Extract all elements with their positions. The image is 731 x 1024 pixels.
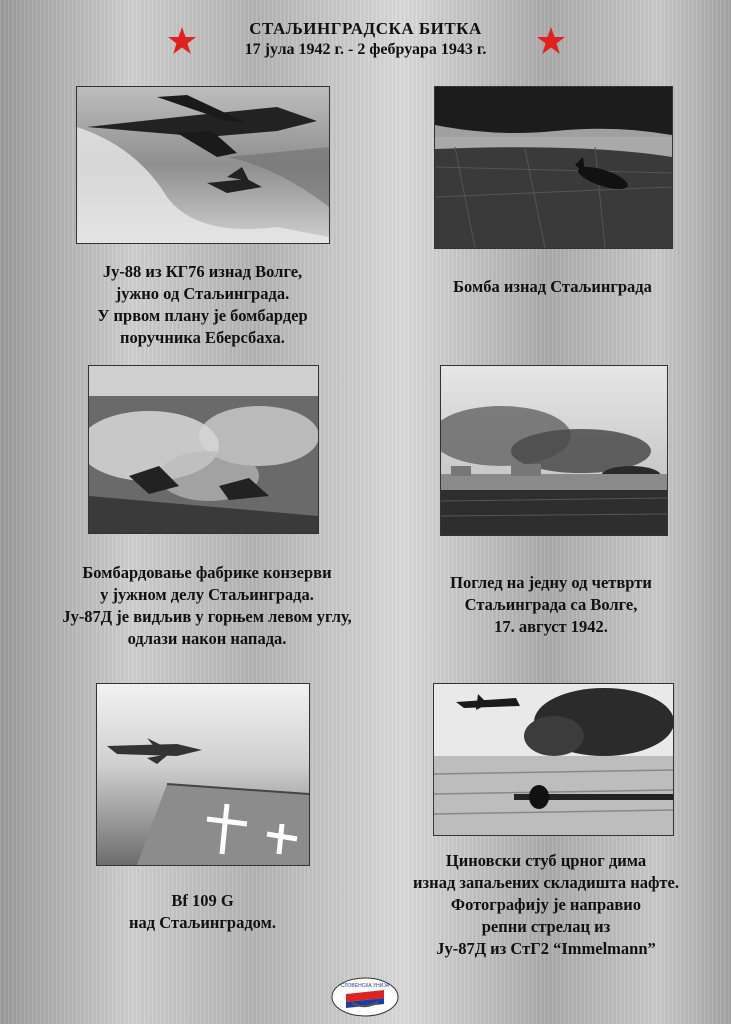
caption-photo-5: Bf 109 G над Стаљинградом. — [129, 891, 276, 932]
caption-photo-2: Бомба изнад Стаљинграда — [453, 277, 652, 296]
page-dates: 17 јула 1942 г. - 2 фебруара 1943 г. — [244, 41, 487, 58]
page-header — [0, 18, 731, 60]
photo-bomb-over-stalingrad — [434, 86, 673, 249]
photo-bombing-canning-factory — [88, 365, 319, 534]
caption-photo-4: Поглед на једну од четврти Стаљинграда са Волге, 17. август 1942. — [450, 573, 652, 636]
red-star-icon-right — [536, 26, 566, 56]
caption-photo-6: Циновски стуб црног дима изнад запаљених складишта нафте. Фотографију је направио репни стрелац из Ју-87Д из СтГ2 “Immelmann” — [413, 851, 679, 958]
caption-photo-1: Ју-88 из КГ76 изнад Волге, јужно од Стаљинграда. У првом плану је бомбардер поручника Еберсбаха. — [97, 262, 308, 347]
photo-smoke-pillar — [433, 683, 674, 836]
slovenska-unija-logo — [330, 976, 400, 1018]
photo-bf109g — [96, 683, 310, 866]
caption-photo-3: Бомбардовање фабрике конзерви у јужном делу Стаљинграда. Ју-87Д је видљив у горњем левом углу, одлази након напада. — [62, 563, 352, 648]
photo-view-from-volga — [440, 365, 668, 536]
red-star-icon-left — [167, 26, 197, 56]
photo-ju88-over-volga — [76, 86, 330, 244]
logo-text: СЛОВЕНСКА УНИЈА — [340, 983, 390, 989]
page-title: СТАЉИНГРАДСКА БИТКА — [249, 19, 482, 38]
